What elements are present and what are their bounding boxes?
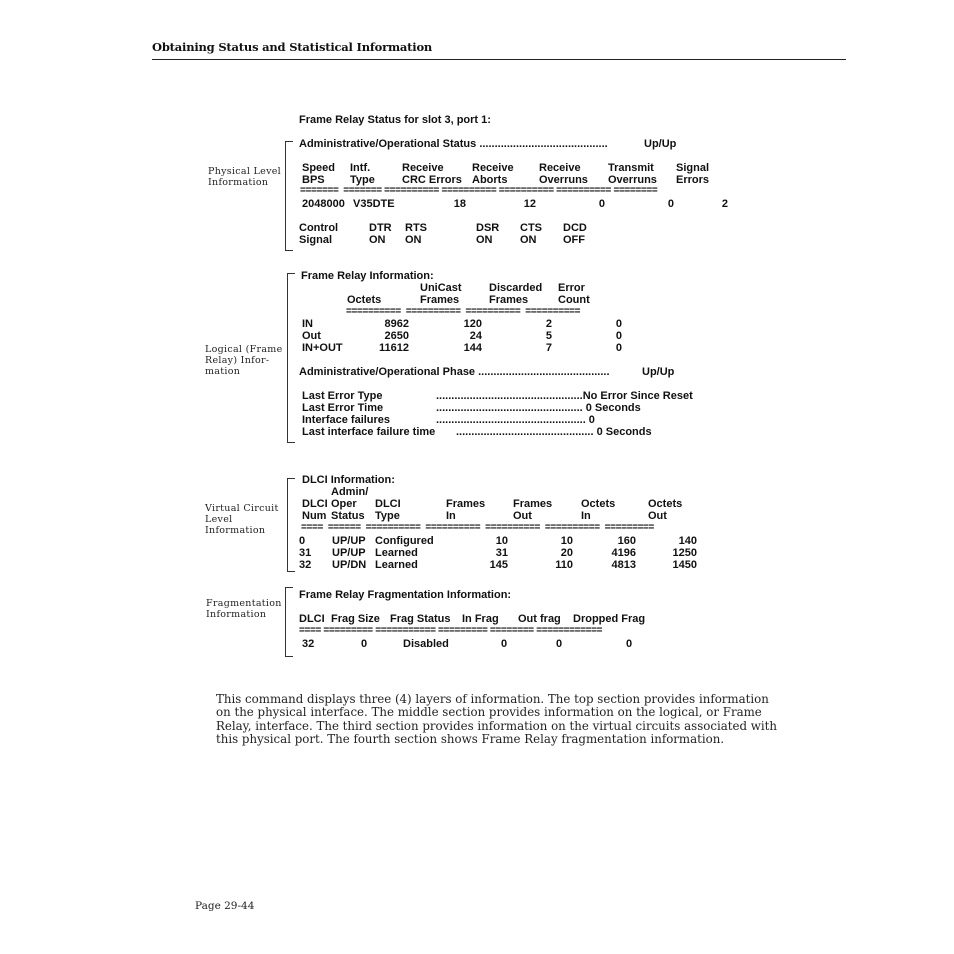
dlci-cell-num: 31 <box>299 547 312 559</box>
err-label-failures: Interface failures <box>302 414 391 426</box>
hdr-line: Out <box>648 510 667 522</box>
phys-cell-tx-overruns: 0 <box>667 198 674 210</box>
frag-cell-status: Disabled <box>403 638 449 650</box>
dlci-cell-frames-out: 20 <box>560 547 573 559</box>
frag-header-status: Frag Status <box>390 613 451 625</box>
hdr-line <box>347 282 381 294</box>
hdr-line: In <box>446 510 456 522</box>
side-label-line: Level <box>205 514 233 525</box>
hdr-line: Receive <box>402 162 444 174</box>
hdr-line: ON <box>520 234 537 246</box>
dlci-cell-status: UP/UP <box>332 535 366 547</box>
hdr-line <box>648 486 682 498</box>
ctl-control <box>299 222 338 246</box>
log-cell-octets: 2650 <box>384 330 409 342</box>
dlci-separator: ==== ====== ========== ========== ========== ========== ========= <box>301 522 655 533</box>
dlci-header-type <box>375 486 401 522</box>
phys-header-crc <box>402 162 462 186</box>
hdr-line: Signal <box>299 234 333 246</box>
hdr-line: Aborts <box>472 174 508 186</box>
hdr-line: Status <box>331 510 365 522</box>
hdr-line: Signal <box>676 162 710 174</box>
dlci-cell-octets-out: 1450 <box>672 559 697 571</box>
phys-cell-aborts: 12 <box>523 198 536 210</box>
side-label-line: Information <box>208 177 269 188</box>
log-cell-unicast: 120 <box>463 318 482 330</box>
dlci-cell-status: UP/DN <box>332 559 367 571</box>
frag-bracket <box>285 587 293 657</box>
section1-title: Frame Relay Status for slot 3, port 1: <box>299 114 491 126</box>
section2-title: Frame Relay Information: <box>301 270 434 282</box>
hdr-line: RTS <box>405 222 427 234</box>
dlci-side-label <box>205 503 279 536</box>
ctl-dcd <box>563 222 587 246</box>
hdr-line <box>375 486 401 498</box>
dlci-cell-frames-in: 31 <box>495 547 508 559</box>
log-header-unicast <box>420 282 462 306</box>
log-header-octets <box>347 282 381 306</box>
dlci-cell-octets-in: 160 <box>617 535 636 547</box>
dlci-cell-frames-out: 10 <box>560 535 573 547</box>
log-cell-error: 0 <box>615 318 622 330</box>
frag-header-in: In Frag <box>462 613 499 625</box>
hdr-line: DLCI <box>302 498 328 510</box>
hdr-line: Error <box>558 282 585 294</box>
section4-title: Frame Relay Fragmentation Information: <box>299 589 512 601</box>
description-paragraph <box>216 692 777 747</box>
dlci-header-frames-out <box>513 486 552 522</box>
log-cell-discarded: 2 <box>545 318 552 330</box>
hdr-line: CRC Errors <box>402 174 462 186</box>
hdr-line: Errors <box>676 174 710 186</box>
dlci-header-frames-in <box>446 486 485 522</box>
hdr-line: Oper <box>331 498 357 510</box>
hdr-line: Speed <box>302 162 336 174</box>
hdr-line: Type <box>375 510 400 522</box>
log-cell-error: 0 <box>615 342 622 354</box>
header-rule <box>152 59 846 60</box>
hdr-line <box>581 486 615 498</box>
hdr-line: Intf. <box>350 162 371 174</box>
dlci-cell-octets-in: 4813 <box>611 559 636 571</box>
hdr-line <box>302 486 328 498</box>
hdr-line: Octets <box>347 294 382 306</box>
page-number: Page 29-44 <box>195 900 255 912</box>
hdr-line: ON <box>476 234 493 246</box>
paragraph-line: on the physical interface. The middle section provides information on the logical, or Frame <box>216 705 762 720</box>
hdr-line: DTR <box>369 222 392 234</box>
physical-bracket <box>285 141 293 251</box>
log-cell-unicast: 144 <box>463 342 482 354</box>
hdr-line: Admin/ <box>331 486 369 498</box>
hdr-line: Octets <box>581 498 616 510</box>
frag-cell-size: 0 <box>361 638 368 650</box>
hdr-line: Control <box>299 222 339 234</box>
frag-side-label <box>206 598 282 620</box>
frag-cell-in: 0 <box>501 638 508 650</box>
dlci-cell-frames-in: 10 <box>495 535 508 547</box>
dlci-cell-status: UP/UP <box>332 547 366 559</box>
physical-side-label <box>208 166 281 188</box>
phys-header-rx-overruns <box>539 162 588 186</box>
log-cell-error: 0 <box>615 330 622 342</box>
log-cell-dir: IN <box>302 318 313 330</box>
phase-value: Up/Up <box>642 366 675 378</box>
side-label-line: Relay) Infor- <box>205 355 270 366</box>
side-label-line: mation <box>205 366 241 377</box>
hdr-line: Num <box>302 510 327 522</box>
log-cell-octets: 8962 <box>384 318 409 330</box>
hdr-line: Frames <box>446 498 486 510</box>
hdr-line: Receive <box>539 162 581 174</box>
hdr-line: Octets <box>648 498 683 510</box>
dlci-cell-num: 32 <box>299 559 312 571</box>
paragraph-line: this physical port. The fourth section shows Frame Relay fragmentation information. <box>216 732 725 747</box>
section3-title: DLCI Information: <box>302 474 395 486</box>
hdr-line: ON <box>369 234 386 246</box>
hdr-line: Type <box>350 174 375 186</box>
ctl-cts <box>520 222 542 246</box>
log-cell-dir: IN+OUT <box>302 342 343 354</box>
hdr-line: OFF <box>563 234 585 246</box>
hdr-line: UniCast <box>420 282 462 294</box>
frag-cell-dlci: 32 <box>302 638 315 650</box>
hdr-line: Frames <box>489 294 529 306</box>
phys-header-signal <box>676 162 709 186</box>
phys-header-intf <box>350 162 375 186</box>
side-label-line: Information <box>206 609 267 620</box>
log-cell-discarded: 7 <box>545 342 552 354</box>
admin-status-value: Up/Up <box>644 138 677 150</box>
err-value-time: ................................................ 0 Seconds <box>436 402 641 414</box>
hdr-line <box>446 486 485 498</box>
hdr-line: DLCI <box>375 498 401 510</box>
phys-header-tx-overruns <box>608 162 657 186</box>
phys-cell-rx-overruns: 0 <box>598 198 605 210</box>
side-label-line: Logical (Frame <box>205 344 283 355</box>
ctl-dtr <box>369 222 392 246</box>
frag-separator: ==== ========= =========== ========= ======== ============ <box>299 625 603 636</box>
paragraph-line: This command displays three (4) layers of information. The top section provides information <box>216 692 769 706</box>
hdr-line: Out <box>513 510 532 522</box>
err-label-type: Last Error Type <box>302 390 383 402</box>
phys-cell-signal: 2 <box>721 198 728 210</box>
hdr-line: Receive <box>472 162 514 174</box>
phys-header-aborts <box>472 162 514 186</box>
frag-cell-dropped: 0 <box>626 638 633 650</box>
frag-header-dropped: Dropped Frag <box>573 613 646 625</box>
hdr-line: Overruns <box>539 174 588 186</box>
admin-status-label: Administrative/Operational Status .......................................... <box>299 138 608 150</box>
log-cell-unicast: 24 <box>469 330 482 342</box>
hdr-line: BPS <box>302 174 325 186</box>
err-value-failure-time: ............................................. 0 Seconds <box>456 426 652 438</box>
phys-cell-crc: 18 <box>453 198 466 210</box>
dlci-cell-octets-in: 4196 <box>611 547 636 559</box>
dlci-cell-octets-out: 1250 <box>672 547 697 559</box>
hdr-line: Frames <box>420 294 460 306</box>
hdr-line: Count <box>558 294 590 306</box>
frag-header-size: Frag Size <box>331 613 380 625</box>
err-label-time: Last Error Time <box>302 402 384 414</box>
log-separator: ========== ========== ========== ========== <box>346 306 581 317</box>
hdr-line: Discarded <box>489 282 543 294</box>
dlci-cell-type: Learned <box>375 559 418 571</box>
side-label-line: Physical Level <box>208 166 281 177</box>
dlci-cell-num: 0 <box>299 535 306 547</box>
log-cell-discarded: 5 <box>545 330 552 342</box>
hdr-line: Overruns <box>608 174 657 186</box>
dlci-cell-type: Configured <box>375 535 434 547</box>
dlci-cell-frames-out: 110 <box>555 559 573 571</box>
side-label-line: Virtual Circuit <box>205 503 279 514</box>
frag-header-dlci: DLCI <box>299 613 325 625</box>
ctl-rts <box>405 222 427 246</box>
dlci-cell-type: Learned <box>375 547 418 559</box>
dlci-bracket <box>287 478 295 572</box>
log-header-error <box>558 282 590 306</box>
dlci-header-octets-out <box>648 486 682 522</box>
err-value-failures: ................................................. 0 <box>436 414 595 426</box>
phys-separator: ======= ======= ========== ========== ========== ========== ======== <box>300 185 658 196</box>
frag-header-out: Out frag <box>518 613 561 625</box>
dlci-header-num <box>302 486 328 522</box>
phys-cell-type: V35DTE <box>353 198 395 210</box>
phase-label: Administrative/Operational Phase ........................................... <box>299 366 610 378</box>
page-header-title: Obtaining Status and Statistical Information <box>152 40 433 54</box>
hdr-line: ON <box>405 234 422 246</box>
paragraph-line: Relay, interface. The third section provides information on the virtual circuits associated with <box>216 718 777 733</box>
hdr-line: Transmit <box>608 162 654 174</box>
dlci-header-status <box>331 486 368 522</box>
log-cell-dir: Out <box>302 330 321 342</box>
err-label-failure-time: Last interface failure time <box>302 426 436 438</box>
hdr-line: DCD <box>563 222 587 234</box>
phys-cell-speed: 2048000 <box>302 198 345 210</box>
log-header-discarded <box>489 282 542 306</box>
dlci-header-octets-in <box>581 486 615 522</box>
log-cell-octets: 11612 <box>379 342 409 354</box>
frag-cell-out: 0 <box>556 638 563 650</box>
hdr-line: Frames <box>513 498 553 510</box>
hdr-line: DSR <box>476 222 500 234</box>
phys-header-speed <box>302 162 335 186</box>
side-label-line: Information <box>205 525 266 536</box>
hdr-line <box>513 486 552 498</box>
ctl-dsr <box>476 222 499 246</box>
hdr-line: CTS <box>520 222 542 234</box>
dlci-cell-frames-in: 145 <box>489 559 508 571</box>
logical-side-label <box>205 344 283 377</box>
hdr-line: In <box>581 510 591 522</box>
dlci-cell-octets-out: 140 <box>678 535 697 547</box>
err-value-type: ................................................No Error Since Reset <box>436 390 693 402</box>
logical-bracket <box>287 273 295 443</box>
side-label-line: Fragmentation <box>206 598 282 609</box>
